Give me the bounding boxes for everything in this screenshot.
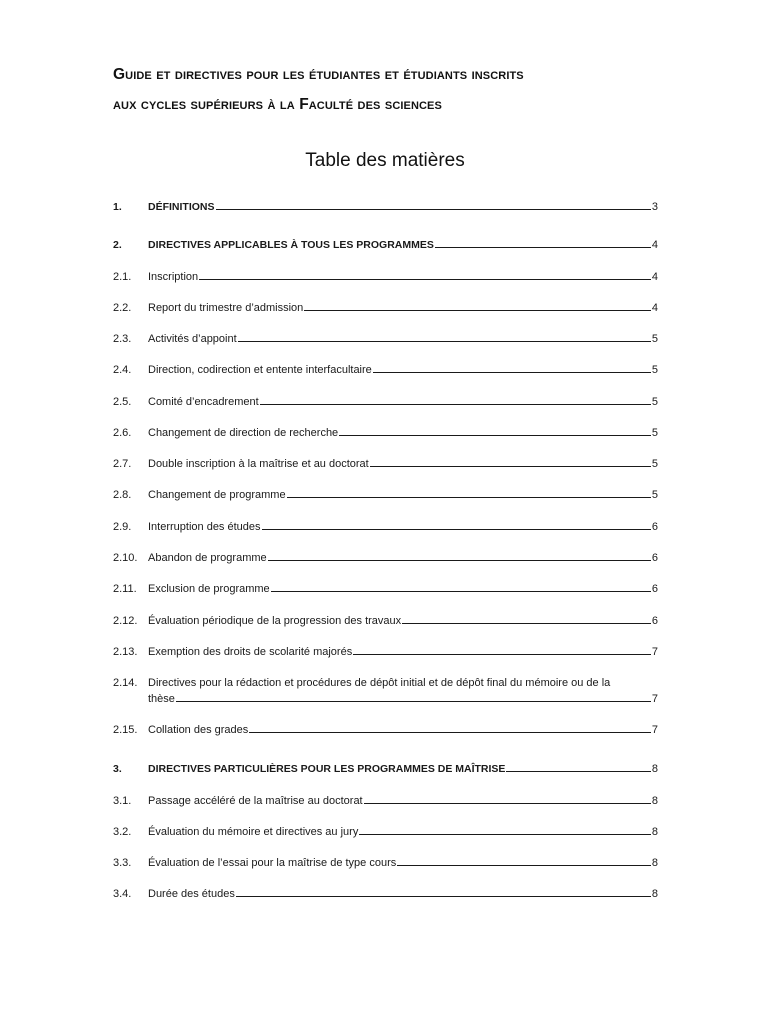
toc-entry-page: 8 xyxy=(651,888,658,900)
toc-entry-label: Activités d’appoint xyxy=(148,333,237,345)
toc-leader-line xyxy=(506,761,650,772)
toc-entry-page: 4 xyxy=(651,239,658,251)
toc-entry-label: Changement de programme xyxy=(148,489,286,501)
toc-entry-label: Évaluation du mémoire et directives au jury xyxy=(148,826,359,838)
toc-entry-label: Inscription xyxy=(148,271,199,283)
toc-entry-label: Interruption des études xyxy=(148,521,261,533)
toc-entry-number: 2.9. xyxy=(113,521,132,533)
toc-entry-page: 5 xyxy=(651,427,658,439)
toc-entry-label: Évaluation de l’essai pour la maîtrise de type cours xyxy=(148,857,397,869)
toc-entry-page: 6 xyxy=(651,615,658,627)
toc-entry-label: Direction, codirection et entente interfacultaire xyxy=(148,364,372,376)
toc-entry-page: 8 xyxy=(651,826,658,838)
toc-entry-number: 2.13. xyxy=(113,646,138,658)
toc-entry-label: DÉFINITIONS xyxy=(148,201,215,213)
toc-entry-number: 1. xyxy=(113,201,122,213)
toc-leader-line xyxy=(373,362,651,373)
toc-entry-page: 6 xyxy=(651,552,658,564)
toc-entry-page: 6 xyxy=(651,583,658,595)
toc-entry-label: Exemption des droits de scolarité majorés xyxy=(148,646,353,658)
toc-leader-line xyxy=(260,394,651,405)
toc-entry-number: 3.2. xyxy=(113,826,132,838)
toc-entry-number: 2.12. xyxy=(113,615,138,627)
toc-entry-label: Collation des grades xyxy=(148,724,249,736)
toc-entry-page: 8 xyxy=(651,763,658,775)
toc-leader-line xyxy=(216,199,651,210)
toc-entry-label: Évaluation périodique de la progression des travaux xyxy=(148,615,402,627)
toc-heading: Table des matières xyxy=(305,150,465,171)
toc-entry-number: 3.1. xyxy=(113,795,132,807)
toc-entry-label: Double inscription à la maîtrise et au doctorat xyxy=(148,458,369,470)
toc-leader-line xyxy=(238,331,651,342)
toc-leader-line xyxy=(268,550,651,561)
toc-entry-page: 3 xyxy=(651,201,658,213)
toc-entry-number: 2.8. xyxy=(113,489,132,501)
toc-entry-number: 2.10. xyxy=(113,552,138,564)
toc-entry-page: 6 xyxy=(651,521,658,533)
toc-entry-page: 5 xyxy=(651,458,658,470)
toc-entry-number: 2.1. xyxy=(113,271,132,283)
toc-leader-line xyxy=(359,824,651,835)
toc-leader-line xyxy=(353,644,651,655)
toc-leader-line xyxy=(339,425,651,436)
toc-leader-line xyxy=(287,487,651,498)
toc-entry-page: 7 xyxy=(651,693,658,705)
toc-entry-number: 3.3. xyxy=(113,857,132,869)
toc-entry-number: 2.2. xyxy=(113,302,132,314)
toc-entry-page: 5 xyxy=(651,396,658,408)
document-title-line-1: Guide et directives pour les étudiantes et étudiants inscrits xyxy=(113,66,524,83)
toc-entry-page: 5 xyxy=(651,364,658,376)
toc-entry-page: 4 xyxy=(651,271,658,283)
toc-leader-line xyxy=(271,581,651,592)
toc-entry-page: 4 xyxy=(651,302,658,314)
toc-entry-page: 7 xyxy=(651,646,658,658)
toc-entry-label: Abandon de programme xyxy=(148,552,267,564)
toc-entry-label-line-1: Directives pour la rédaction et procédures de dépôt initial et de dépôt final du mémoire ou de la xyxy=(148,677,611,689)
toc-entry-label: Durée des études xyxy=(148,888,235,900)
toc-leader-line xyxy=(402,613,651,624)
toc-leader-line xyxy=(176,691,651,702)
toc-entry-number: 2.7. xyxy=(113,458,132,470)
toc-entry-label: Changement de direction de recherche xyxy=(148,427,339,439)
toc-entry-label: DIRECTIVES PARTICULIÈRES POUR LES PROGRAMMES DE MAÎTRISE xyxy=(148,763,506,775)
toc-entry-page: 7 xyxy=(651,724,658,736)
toc-leader-line xyxy=(249,722,651,733)
toc-entry-page: 8 xyxy=(651,857,658,869)
toc-entry-number: 2.4. xyxy=(113,364,132,376)
toc-entry-label: thèse xyxy=(148,693,175,705)
toc-entry-page: 5 xyxy=(651,489,658,501)
toc-leader-line xyxy=(397,855,651,866)
toc-entry-label: DIRECTIVES APPLICABLES À TOUS LES PROGRAMMES xyxy=(148,239,434,251)
toc-entry-label: Passage accéléré de la maîtrise au doctorat xyxy=(148,795,363,807)
toc-entry-number: 3.4. xyxy=(113,888,132,900)
toc-leader-line xyxy=(199,269,651,280)
document-title-line-2: aux cycles supérieurs à la Faculté des sciences xyxy=(113,96,442,113)
toc-entry-page: 5 xyxy=(651,333,658,345)
toc-leader-line xyxy=(236,886,651,897)
toc-leader-line xyxy=(370,456,651,467)
toc-entry-number: 2.5. xyxy=(113,396,132,408)
toc-entry-number: 2. xyxy=(113,239,122,251)
toc-entry-number: 2.3. xyxy=(113,333,132,345)
toc-leader-line xyxy=(435,237,651,248)
toc-leader-line xyxy=(262,519,651,530)
toc-entry-label: Exclusion de programme xyxy=(148,583,270,595)
document-title xyxy=(113,60,673,120)
toc-entry-page: 8 xyxy=(651,795,658,807)
toc-entry-number: 2.14. xyxy=(113,677,138,689)
toc-entry-number: 3. xyxy=(113,763,122,775)
toc-entry-number: 2.15. xyxy=(113,724,138,736)
toc-entry-label: Report du trimestre d’admission xyxy=(148,302,304,314)
toc-entry-label: Comité d’encadrement xyxy=(148,396,259,408)
toc-entry-number: 2.6. xyxy=(113,427,132,439)
toc-leader-line xyxy=(364,793,651,804)
toc-entry-number: 2.11. xyxy=(113,583,137,595)
toc-leader-line xyxy=(304,300,651,311)
